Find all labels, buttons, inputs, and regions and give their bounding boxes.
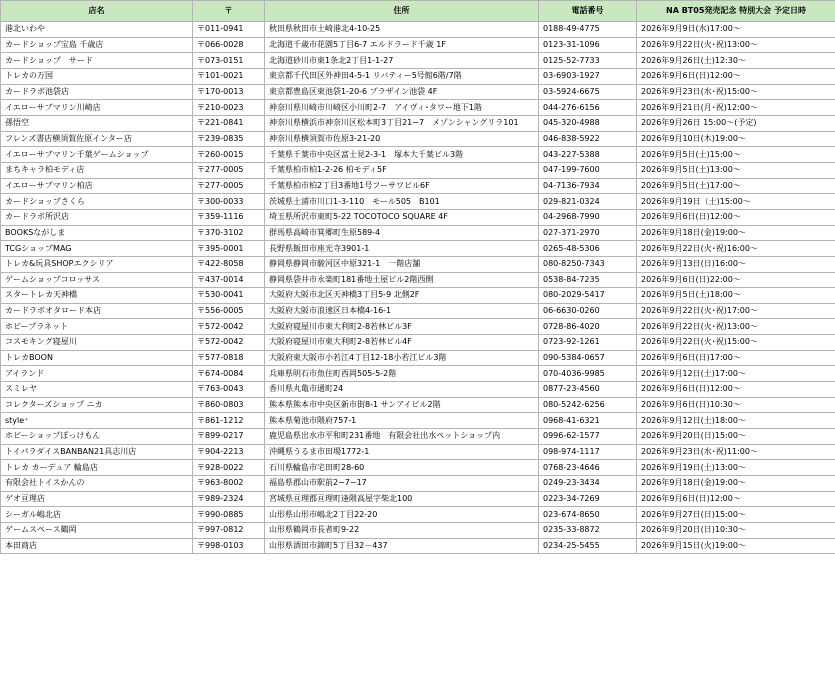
- address-cell: 兵庫県明石市魚住町西岡505-5-2階: [265, 366, 539, 382]
- postal-code-cell: 〒990-0885: [193, 507, 265, 523]
- table-row: [1, 178, 835, 194]
- store-name-cell: TCGショップMAG: [1, 241, 193, 257]
- header-phone: 電話番号: [539, 1, 637, 22]
- phone-cell: 0188-49-4775: [539, 22, 637, 38]
- phone-cell: 029-821-0324: [539, 194, 637, 210]
- postal-code-cell: 〒210-0023: [193, 100, 265, 116]
- postal-code-cell: 〒904-2213: [193, 444, 265, 460]
- event-date-cell: 2026年9月12日(土)17:00～: [637, 366, 835, 382]
- table-row: [1, 272, 835, 288]
- phone-cell: 0768-23-4646: [539, 460, 637, 476]
- store-name-cell: 本田商店: [1, 538, 193, 554]
- postal-code-cell: 〒221-0841: [193, 115, 265, 131]
- postal-code-cell: 〒997-0812: [193, 523, 265, 539]
- table-row: [1, 147, 835, 163]
- address-cell: 群馬県高崎市箕郷町生原589-4: [265, 225, 539, 241]
- event-date-cell: 2026年9月13日(日)16:00～: [637, 256, 835, 272]
- address-cell: 宮城県亘理郡亘理町逢隈高屋字柴北100: [265, 491, 539, 507]
- table-row: [1, 68, 835, 84]
- phone-cell: 080-5242-6256: [539, 397, 637, 413]
- postal-code-cell: 〒928-0022: [193, 460, 265, 476]
- address-cell: 東京都豊島区東池袋1-20-6 プラザイン池袋 4F: [265, 84, 539, 100]
- event-date-cell: 2026年9月19日（土)15:00～: [637, 194, 835, 210]
- event-date-cell: 2026年9月6日(日)12:00～: [637, 68, 835, 84]
- store-name-cell: BOOKSながしま: [1, 225, 193, 241]
- phone-cell: 03-6903-1927: [539, 68, 637, 84]
- address-cell: 山形県酒田市錦町5丁目32－437: [265, 538, 539, 554]
- header-event-date: NA BT05発売記念 特別大会 予定日時: [637, 1, 835, 22]
- store-name-cell: ゲオ亘理店: [1, 491, 193, 507]
- table-row: [1, 115, 835, 131]
- address-cell: 大阪府東大阪市小若江4丁目12-18小若江ビル3階: [265, 350, 539, 366]
- address-cell: 山形県山形市嶋北2丁目22-20: [265, 507, 539, 523]
- header-postal-code: 〒: [193, 1, 265, 22]
- phone-cell: 0538-84-7235: [539, 272, 637, 288]
- store-name-cell: イエローサブマリン柏店: [1, 178, 193, 194]
- store-name-cell: カードショップ サード: [1, 53, 193, 69]
- phone-cell: 06-6630-0260: [539, 303, 637, 319]
- postal-code-cell: 〒300-0033: [193, 194, 265, 210]
- postal-code-cell: 〒998-0103: [193, 538, 265, 554]
- postal-code-cell: 〒277-0005: [193, 162, 265, 178]
- postal-code-cell: 〒395-0001: [193, 241, 265, 257]
- phone-cell: 043-227-5388: [539, 147, 637, 163]
- phone-cell: 03-5924-6675: [539, 84, 637, 100]
- store-name-cell: トレカ カーデュア 輪島店: [1, 460, 193, 476]
- postal-code-cell: 〒370-3102: [193, 225, 265, 241]
- store-name-cell: カードショップ宝島 千歳店: [1, 37, 193, 53]
- phone-cell: 0125-52-7733: [539, 53, 637, 69]
- event-date-cell: 2026年9月23日(水･祝)11:00～: [637, 444, 835, 460]
- postal-code-cell: 〒101-0021: [193, 68, 265, 84]
- table-row: [1, 225, 835, 241]
- postal-code-cell: 〒963-8002: [193, 476, 265, 492]
- event-date-cell: 2026年9月5日(土)15:00～: [637, 147, 835, 163]
- store-name-cell: まちキャラ柏モディ店: [1, 162, 193, 178]
- phone-cell: 0996-62-1577: [539, 429, 637, 445]
- address-cell: 神奈川県川崎市川崎区小川町2-7 アイヴィ･タワー地下1階: [265, 100, 539, 116]
- event-date-cell: 2026年9月22日(火･祝)15:00～: [637, 335, 835, 351]
- table-row: [1, 491, 835, 507]
- phone-cell: 0234-25-5455: [539, 538, 637, 554]
- address-cell: 神奈川県横浜市神奈川区松本町3丁目21−7 メゾンシャングリラ101: [265, 115, 539, 131]
- table-row: [1, 507, 835, 523]
- event-date-cell: 2026年9月19日(土)13:00～: [637, 460, 835, 476]
- table-row: [1, 366, 835, 382]
- postal-code-cell: 〒170-0013: [193, 84, 265, 100]
- store-name-cell: ホビープラネット: [1, 319, 193, 335]
- address-cell: 埼玉県所沢市東町5-22 TOCOTOCO SQUARE 4F: [265, 209, 539, 225]
- address-cell: 東京都千代田区外神田4-5-1 リバティー5号館6階/7階: [265, 68, 539, 84]
- table-row: [1, 460, 835, 476]
- header-store-name: 店名: [1, 1, 193, 22]
- address-cell: 大阪府寝屋川市東大利町2-8若林ビル4F: [265, 335, 539, 351]
- event-date-cell: 2026年9月6日(日)12:00～: [637, 209, 835, 225]
- postal-code-cell: 〒530-0041: [193, 288, 265, 304]
- postal-code-cell: 〒989-2324: [193, 491, 265, 507]
- event-date-cell: 2026年9月18日(金)19:00～: [637, 476, 835, 492]
- phone-cell: 045-320-4988: [539, 115, 637, 131]
- address-cell: 大阪府寝屋川市東大利町2-8若林ビル3F: [265, 319, 539, 335]
- phone-cell: 0123-31-1096: [539, 37, 637, 53]
- table-row: [1, 397, 835, 413]
- event-date-cell: 2026年9月12日(土)18:00～: [637, 413, 835, 429]
- phone-cell: 047-199-7600: [539, 162, 637, 178]
- store-name-cell: ゲームショップコロッサス: [1, 272, 193, 288]
- phone-cell: 0877-23-4560: [539, 382, 637, 398]
- address-cell: 茨城県土浦市川口1-3-110 モール505 B101: [265, 194, 539, 210]
- table-row: [1, 162, 835, 178]
- phone-cell: 0723-92-1261: [539, 335, 637, 351]
- phone-cell: 023-674-8650: [539, 507, 637, 523]
- store-name-cell: ゲームスペース鶴岡: [1, 523, 193, 539]
- address-cell: 静岡県静岡市駿河区中原321-1 一階店舗: [265, 256, 539, 272]
- event-date-cell: 2026年9月22日(火･祝)13:00～: [637, 319, 835, 335]
- address-cell: 秋田県秋田市土崎港北4-10-25: [265, 22, 539, 38]
- postal-code-cell: 〒239-0835: [193, 131, 265, 147]
- address-cell: 大阪府大阪市北区天神橋3丁目5-9 北側2F: [265, 288, 539, 304]
- phone-cell: 044-276-6156: [539, 100, 637, 116]
- store-name-cell: トレカBOON: [1, 350, 193, 366]
- store-name-cell: 港北いわや: [1, 22, 193, 38]
- table-row: [1, 84, 835, 100]
- event-date-cell: 2026年9月26日(土)12:30～: [637, 53, 835, 69]
- table-row: [1, 382, 835, 398]
- phone-cell: 080-8250-7343: [539, 256, 637, 272]
- event-date-cell: 2026年9月26日 15:00～(予定): [637, 115, 835, 131]
- postal-code-cell: 〒277-0005: [193, 178, 265, 194]
- store-name-cell: トイパラダイスBANBAN21具志川店: [1, 444, 193, 460]
- event-date-cell: 2026年9月6日(日)17:00～: [637, 350, 835, 366]
- store-name-cell: カードラボ池袋店: [1, 84, 193, 100]
- table-row: [1, 413, 835, 429]
- postal-code-cell: 〒861-1212: [193, 413, 265, 429]
- phone-cell: 0249-23-3434: [539, 476, 637, 492]
- table-header: [1, 1, 835, 22]
- postal-code-cell: 〒011-0941: [193, 22, 265, 38]
- store-name-cell: イエローサブマリン川崎店: [1, 100, 193, 116]
- phone-cell: 070-4036-9985: [539, 366, 637, 382]
- store-name-cell: イエローサブマリン千葉ゲームショップ: [1, 147, 193, 163]
- phone-cell: 0265-48-5306: [539, 241, 637, 257]
- postal-code-cell: 〒260-0015: [193, 147, 265, 163]
- event-date-cell: 2026年9月5日(土)13:00～: [637, 162, 835, 178]
- store-name-cell: アイランド: [1, 366, 193, 382]
- address-cell: 香川県丸亀市通町24: [265, 382, 539, 398]
- postal-code-cell: 〒359-1116: [193, 209, 265, 225]
- address-cell: 熊本県熊本市中央区新市街8-1 サンアイビル2階: [265, 397, 539, 413]
- phone-cell: 0223-34-7269: [539, 491, 637, 507]
- store-name-cell: フレンズ書店横須賀佐原インター店: [1, 131, 193, 147]
- phone-cell: 027-371-2970: [539, 225, 637, 241]
- event-date-cell: 2026年9月10日(木)19:00～: [637, 131, 835, 147]
- address-cell: 大阪府大阪市浪速区日本橋4-16-1: [265, 303, 539, 319]
- store-name-cell: スミレヤ: [1, 382, 193, 398]
- postal-code-cell: 〒572-0042: [193, 319, 265, 335]
- table-row: [1, 288, 835, 304]
- table-row: [1, 350, 835, 366]
- event-date-cell: 2026年9月20日(日)15:00～: [637, 429, 835, 445]
- address-cell: 神奈川県横須賀市佐原3-21-20: [265, 131, 539, 147]
- store-name-cell: カードラボ所沢店: [1, 209, 193, 225]
- store-name-cell: トレカの万国: [1, 68, 193, 84]
- table-row: [1, 538, 835, 554]
- event-date-cell: 2026年9月6日(日)22:00～: [637, 272, 835, 288]
- postal-code-cell: 〒437-0014: [193, 272, 265, 288]
- phone-cell: 0235-33-8872: [539, 523, 637, 539]
- address-cell: 北海道砂川市東1条北2丁目1-1-27: [265, 53, 539, 69]
- postal-code-cell: 〒066-0028: [193, 37, 265, 53]
- table-row: [1, 444, 835, 460]
- postal-code-cell: 〒073-0151: [193, 53, 265, 69]
- store-name-cell: シーガル嶋北店: [1, 507, 193, 523]
- postal-code-cell: 〒899-0217: [193, 429, 265, 445]
- address-cell: 千葉県柏市柏2丁目3番地1号フーサワビル6F: [265, 178, 539, 194]
- postal-code-cell: 〒763-0043: [193, 382, 265, 398]
- phone-cell: 080-2029-5417: [539, 288, 637, 304]
- event-date-cell: 2026年9月6日(日)10:30～: [637, 397, 835, 413]
- address-cell: 鹿児島県出水市平和町231番地 有限会社出水ペットショップ内: [265, 429, 539, 445]
- event-date-cell: 2026年9月5日(土)18:00～: [637, 288, 835, 304]
- store-name-cell: カードラボオタロード本店: [1, 303, 193, 319]
- postal-code-cell: 〒422-8058: [193, 256, 265, 272]
- event-date-cell: 2026年9月22日(火･祝)16:00～: [637, 241, 835, 257]
- phone-cell: 04-2968-7990: [539, 209, 637, 225]
- event-date-cell: 2026年9月5日(土)17:00～: [637, 178, 835, 194]
- store-name-cell: style⁺: [1, 413, 193, 429]
- table-row: [1, 22, 835, 38]
- address-cell: 石川県輪島市宅田町28-60: [265, 460, 539, 476]
- address-cell: 千葉県柏市柏1-2-26 柏モディ5F: [265, 162, 539, 178]
- address-cell: 静岡県袋井市永楽町181番地土屋ビル2階西側: [265, 272, 539, 288]
- store-name-cell: 孫悟空: [1, 115, 193, 131]
- event-date-cell: 2026年9月22日(火･祝)17:00～: [637, 303, 835, 319]
- event-date-cell: 2026年9月6日(日)12:00～: [637, 491, 835, 507]
- event-date-cell: 2026年9月27日(日)15:00～: [637, 507, 835, 523]
- table-row: [1, 335, 835, 351]
- table-row: [1, 100, 835, 116]
- event-date-cell: 2026年9月9日(水)17:00～: [637, 22, 835, 38]
- store-name-cell: 有限会社トイスかんの: [1, 476, 193, 492]
- address-cell: 千葉県千葉市中央区富士見2-3-1 塚本大千葉ビル3階: [265, 147, 539, 163]
- address-cell: 北海道千歳市花園5丁目6-7 エルドラード千歳 1F: [265, 37, 539, 53]
- address-cell: 沖縄県うるま市田場1772-1: [265, 444, 539, 460]
- header-row: [1, 1, 835, 22]
- store-name-cell: コレクターズショップ ニカ: [1, 397, 193, 413]
- phone-cell: 0968-41-6321: [539, 413, 637, 429]
- address-cell: 山形県鶴岡市長者町9-22: [265, 523, 539, 539]
- phone-cell: 0728-86-4020: [539, 319, 637, 335]
- postal-code-cell: 〒674-0084: [193, 366, 265, 382]
- table-row: [1, 319, 835, 335]
- phone-cell: 046-838-5922: [539, 131, 637, 147]
- phone-cell: 090-5384-0657: [539, 350, 637, 366]
- address-cell: 長野県飯田市座光寺3901-1: [265, 241, 539, 257]
- store-name-cell: コスモキング寝屋川: [1, 335, 193, 351]
- event-date-cell: 2026年9月22日(火･祝)13:00～: [637, 37, 835, 53]
- event-date-cell: 2026年9月23日(水･祝)15:00～: [637, 84, 835, 100]
- table-row: [1, 523, 835, 539]
- postal-code-cell: 〒556-0005: [193, 303, 265, 319]
- table-row: [1, 303, 835, 319]
- table-row: [1, 194, 835, 210]
- table-body: [1, 22, 835, 554]
- header-address: 住所: [265, 1, 539, 22]
- postal-code-cell: 〒577-0818: [193, 350, 265, 366]
- store-name-cell: カードショップさくら: [1, 194, 193, 210]
- table-row: [1, 476, 835, 492]
- table-row: [1, 256, 835, 272]
- table-row: [1, 131, 835, 147]
- postal-code-cell: 〒572-0042: [193, 335, 265, 351]
- event-date-cell: 2026年9月18日(金)19:00～: [637, 225, 835, 241]
- phone-cell: 04-7136-7934: [539, 178, 637, 194]
- event-date-cell: 2026年9月21日(月･祝)12:00～: [637, 100, 835, 116]
- event-date-cell: 2026年9月15日(火)19:00～: [637, 538, 835, 554]
- address-cell: 福島県郡山市駅前2−7−17: [265, 476, 539, 492]
- table-row: [1, 429, 835, 445]
- address-cell: 熊本県菊池市隈府757-1: [265, 413, 539, 429]
- store-name-cell: スタートレカ天神橋: [1, 288, 193, 304]
- store-name-cell: トレカ&玩具SHOPエクシリア: [1, 256, 193, 272]
- store-name-cell: ホビーショップぼっけもん: [1, 429, 193, 445]
- phone-cell: 098-974-1117: [539, 444, 637, 460]
- event-date-cell: 2026年9月6日(日)12:00～: [637, 382, 835, 398]
- table-row: [1, 209, 835, 225]
- event-date-cell: 2026年9月20日(日)10:30～: [637, 523, 835, 539]
- table-row: [1, 37, 835, 53]
- table-row: [1, 53, 835, 69]
- postal-code-cell: 〒860-0803: [193, 397, 265, 413]
- table-row: [1, 241, 835, 257]
